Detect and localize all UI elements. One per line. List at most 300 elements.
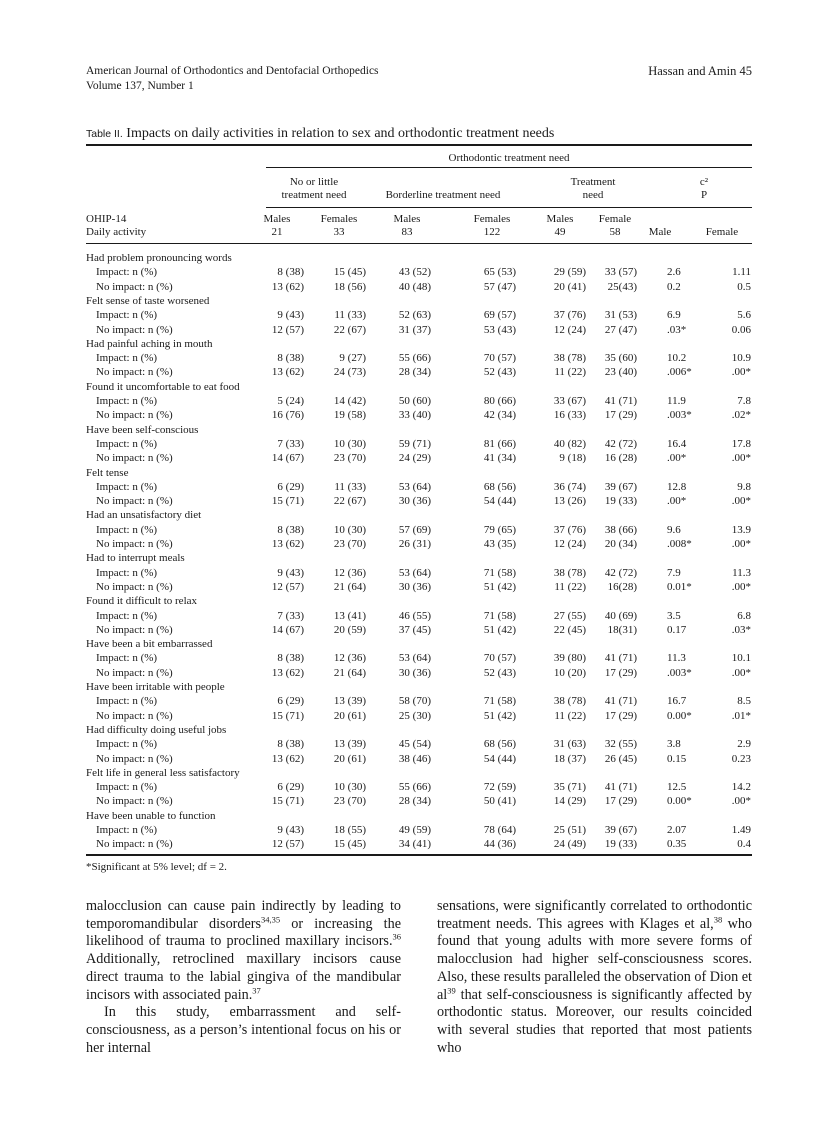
table-cell: 10 (30): [333, 437, 366, 450]
table-cell: 71 (58): [483, 609, 516, 622]
table-cell: 23 (40): [604, 366, 637, 379]
table-cell: 42 (72): [604, 437, 637, 450]
table-cell: 37 (76): [553, 309, 586, 322]
table-cell: 16 (28): [604, 452, 637, 465]
table-cell: 50 (41): [483, 795, 516, 808]
table-cell: 33 (57): [604, 266, 637, 279]
table-cell: 6 (29): [277, 695, 304, 708]
table-cell: 80 (66): [483, 395, 516, 407]
table-cell: 41 (71): [604, 781, 637, 794]
table-cell: 19 (33): [604, 495, 637, 508]
table-cell: 20 (59): [333, 623, 366, 636]
section-title: Found it difficult to relax: [86, 595, 198, 608]
table-cell: 13 (41): [333, 609, 366, 622]
table-cell: 33 (40): [398, 409, 431, 422]
section-title: Had difficulty doing useful jobs: [86, 723, 227, 736]
row-label: Impact: n (%): [96, 695, 158, 708]
citation-superscript: 39: [447, 984, 456, 995]
table-cell: 9 (18): [559, 452, 586, 465]
body-column-left: [86, 898, 401, 1057]
spanner-rule: [266, 167, 752, 168]
table-cell: 24 (49): [553, 838, 586, 851]
table-cell: 31 (63): [553, 738, 586, 751]
table-cell: 15 (45): [333, 266, 366, 279]
table-cell: 34 (41): [398, 838, 431, 851]
table-cell: 52 (43): [483, 666, 516, 679]
table-cell: .003*: [667, 666, 692, 679]
table-cell: 1.49: [731, 824, 751, 836]
table-cell: 65 (53): [483, 266, 516, 279]
table-cell: 40 (69): [604, 609, 637, 622]
table-cell: 5 (24): [277, 395, 304, 407]
section-title: Found it uncomfortable to eat food: [86, 380, 240, 393]
table-cell: 26 (31): [398, 538, 431, 550]
table-cell: 70 (57): [483, 352, 516, 365]
table-cell: 42 (72): [604, 566, 637, 579]
table-cell: 25 (30): [398, 709, 431, 722]
citation-superscript: 36: [392, 931, 401, 942]
table-cell: 13 (26): [553, 495, 586, 508]
table-cell: 53 (43): [483, 323, 516, 336]
section-title: Felt sense of taste worsened: [86, 294, 210, 307]
table-cell: 54 (44): [483, 495, 516, 508]
section-title: Had problem pronouncing words: [86, 252, 232, 264]
table-cell: 41 (71): [604, 652, 637, 665]
row-label: No impact: n (%): [96, 495, 173, 508]
table-cell: 71 (58): [483, 566, 516, 579]
row-label: Impact: n (%): [96, 652, 158, 665]
table-cell: 10 (20): [553, 666, 586, 679]
row-label: No impact: n (%): [96, 709, 173, 722]
table-cell: 11 (22): [554, 580, 586, 593]
row-label: No impact: n (%): [96, 666, 173, 679]
row-label: Impact: n (%): [96, 437, 158, 450]
body-column-right: [437, 898, 752, 1057]
row-label: No impact: n (%): [96, 280, 173, 293]
table-cell: 28 (34): [398, 366, 431, 379]
table-cell: 23 (70): [333, 538, 366, 550]
table-cell: 19 (33): [604, 838, 637, 851]
table-cell: 1.11: [732, 266, 751, 279]
column-header: Males 83: [393, 213, 421, 238]
table-cell: 10.2: [667, 352, 687, 365]
table-cell: .02*: [731, 409, 751, 422]
row-label: Impact: n (%): [96, 309, 158, 322]
table-cell: 9.6: [667, 523, 681, 536]
table-cell: 0.00*: [667, 709, 692, 722]
table-cell: 23 (70): [333, 795, 366, 808]
table-cell: 13 (39): [333, 695, 366, 708]
table-cell: 39 (67): [604, 480, 637, 493]
table-cell: 6 (29): [277, 480, 304, 493]
table-cell: 15 (71): [271, 795, 304, 808]
table-cell: 8 (38): [277, 352, 304, 365]
row-label: No impact: n (%): [96, 838, 173, 851]
table-cell: 58 (70): [398, 695, 431, 708]
table-cell: 14 (42): [333, 395, 366, 407]
table-cell: 0.15: [667, 752, 687, 765]
table-cell: 52 (43): [483, 366, 516, 379]
table-cell: 16.4: [667, 437, 687, 450]
table-cell: 41 (71): [604, 695, 637, 708]
body-paragraph: [437, 898, 752, 1057]
table-cell: 3.8: [667, 738, 681, 751]
table-cell: 33 (67): [553, 395, 586, 407]
table-cell: 20 (41): [553, 280, 586, 293]
table-cell: .008*: [667, 538, 692, 550]
table-cell: 17 (29): [604, 666, 637, 679]
table-cell: 13 (62): [271, 366, 304, 379]
table-cell: 13 (62): [271, 538, 304, 550]
table-cell: 51 (42): [483, 709, 516, 722]
table-cell: 10.1: [731, 652, 751, 665]
row-label: Impact: n (%): [96, 480, 158, 493]
table-cell: 22 (45): [553, 623, 586, 636]
table-cell: 12 (24): [553, 538, 586, 550]
table-cell: 40 (48): [398, 280, 431, 293]
table-cell: 6 (29): [277, 781, 304, 794]
table-cell: 9 (43): [277, 309, 304, 322]
table-cell: 45 (54): [398, 738, 431, 751]
table-cell: 53 (64): [398, 480, 431, 493]
table-cell: 28 (34): [398, 795, 431, 808]
table-cell: 12.5: [667, 781, 687, 794]
table-cell: .006*: [667, 366, 692, 379]
table-cell: 16 (76): [271, 409, 304, 422]
table-cell: 8.5: [737, 695, 751, 708]
table-cell: 79 (65): [483, 523, 516, 536]
section-title: Had an unsatisfactory diet: [86, 509, 202, 522]
body-text: who found that young adults with more severe forms of malocclusion had higher self-consciousness scores. Also, these results paralleled the observation of Dion et al: [437, 915, 753, 1003]
table-cell: 7.9: [667, 566, 681, 579]
table-cell: 6.9: [667, 309, 681, 322]
table-cell: 50 (60): [398, 395, 431, 407]
table-cell: 36 (74): [553, 480, 586, 493]
table-label: Table II.: [86, 128, 123, 140]
section-title: Have been self-conscious: [86, 423, 199, 436]
body-text: that self-consciousness is significantly affected by orthodontic status. Moreover, our results coincided with several studies that reported that most patients who: [437, 986, 752, 1056]
section-title: Had painful aching in mouth: [86, 337, 213, 350]
table-cell: 0.4: [737, 838, 751, 851]
table-cell: 0.35: [667, 838, 687, 851]
table-cell: 29 (59): [553, 266, 586, 279]
column-header: Males 49: [546, 213, 574, 238]
row-label: Impact: n (%): [96, 395, 158, 407]
table-cell: 9 (27): [339, 352, 366, 365]
column-group-header: Treatment need: [570, 176, 616, 201]
table-cell: 41 (71): [604, 395, 637, 407]
table-cell: 27 (55): [553, 609, 586, 622]
table-cell: 42 (34): [483, 409, 516, 422]
table-cell: 14.2: [731, 781, 751, 794]
table-cell: 59 (71): [398, 437, 431, 450]
table-cell: 2.6: [667, 266, 681, 279]
table-cell: 13 (62): [271, 666, 304, 679]
table-cell: .00*: [731, 495, 751, 508]
table-cell: 25(43): [607, 280, 637, 293]
table-cell: 9 (43): [277, 824, 304, 836]
table-cell: 71 (58): [483, 695, 516, 708]
table-cell: 55 (66): [398, 352, 431, 365]
column-header: Male: [648, 226, 672, 238]
table-cell: 17 (29): [604, 709, 637, 722]
journal-volume: Volume 137, Number 1: [86, 80, 194, 92]
column-group-header: c² P: [699, 176, 709, 201]
table-cell: 13.9: [731, 523, 751, 536]
table-cell: 41 (34): [483, 452, 516, 465]
table-cell: 2.07: [667, 824, 687, 836]
table-cell: 38 (78): [553, 566, 586, 579]
table-cell: 7.8: [737, 395, 751, 407]
table-cell: 13 (62): [271, 752, 304, 765]
header-bottom-rule: [86, 243, 752, 244]
table-cell: 12 (36): [333, 566, 366, 579]
table-cell: 22 (67): [333, 495, 366, 508]
table-cell: 7 (33): [277, 609, 304, 622]
table-cell: 43 (35): [483, 538, 516, 550]
table-cell: 72 (59): [483, 781, 516, 794]
table-cell: 24 (29): [398, 452, 431, 465]
column-header: Female: [705, 226, 739, 238]
table-cell: 20 (61): [333, 752, 366, 765]
row-label: Impact: n (%): [96, 566, 158, 579]
table-cell: 68 (56): [483, 480, 516, 493]
table-cell: 53 (64): [398, 652, 431, 665]
table-top-rule: [86, 144, 752, 146]
table-cell: .00*: [731, 366, 751, 379]
table-cell: 14 (67): [271, 452, 304, 465]
table-cell: 17 (29): [604, 795, 637, 808]
table-cell: 11 (22): [554, 709, 586, 722]
spanner-header: Orthodontic treatment need: [448, 152, 570, 164]
row-label: No impact: n (%): [96, 323, 173, 336]
row-label: No impact: n (%): [96, 623, 173, 636]
row-label: Impact: n (%): [96, 266, 158, 279]
table-cell: 70 (57): [483, 652, 516, 665]
table-cell: 35 (71): [553, 781, 586, 794]
table-cell: 51 (42): [483, 580, 516, 593]
table-cell: 11 (33): [334, 480, 366, 493]
table-cell: 7 (33): [277, 437, 304, 450]
table-cell: 26 (45): [604, 752, 637, 765]
table-cell: 21 (64): [333, 666, 366, 679]
row-label: No impact: n (%): [96, 752, 173, 765]
table-cell: 49 (59): [398, 824, 431, 836]
table-cell: 8 (38): [277, 652, 304, 665]
table-cell: 38 (46): [398, 752, 431, 765]
table-cell: 10.9: [731, 352, 751, 365]
column-header: Females 33: [320, 213, 358, 238]
table-cell: 15 (71): [271, 709, 304, 722]
table-cell: 12 (57): [271, 838, 304, 851]
table-cell: 32 (55): [604, 738, 637, 751]
body-text: malocclusion can cause pain indirectly by leading to temporomandibular disorders: [86, 898, 401, 932]
row-label: No impact: n (%): [96, 538, 173, 550]
body-paragraph: In this study, embarrassment and self-consciousness, as a person’s intentional focus on his or her internal: [86, 1004, 401, 1056]
table-cell: 20 (34): [604, 538, 637, 550]
table-cell: 53 (64): [398, 566, 431, 579]
stub-header: OHIP-14 Daily activity: [86, 213, 147, 238]
body-paragraph: [86, 898, 401, 1004]
column-header: Males 21: [263, 213, 291, 238]
table-cell: 24 (73): [333, 366, 366, 379]
section-title: Felt life in general less satisfactory: [86, 766, 240, 779]
table-cell: .00*: [667, 452, 687, 465]
table-bottom-rule: [86, 854, 752, 856]
table-cell: 10 (30): [333, 781, 366, 794]
row-label: Impact: n (%): [96, 824, 158, 836]
table-cell: 21 (64): [333, 580, 366, 593]
table-cell: 3.5: [667, 609, 681, 622]
table-cell: 9.8: [737, 480, 751, 493]
table-cell: 38 (66): [604, 523, 637, 536]
table-cell: 14 (67): [271, 623, 304, 636]
table-cell: 12 (36): [333, 652, 366, 665]
table-cell: 20 (61): [333, 709, 366, 722]
row-label: No impact: n (%): [96, 366, 173, 379]
row-label: Impact: n (%): [96, 609, 158, 622]
table-cell: 30 (36): [398, 580, 431, 593]
table-cell: .003*: [667, 409, 692, 422]
table-cell: 18 (37): [553, 752, 586, 765]
body-text: or increasing the likelihood of trauma to proclined maxillary incisors.: [86, 915, 402, 950]
table-cell: 38 (78): [553, 352, 586, 365]
table-cell: 52 (63): [398, 309, 431, 322]
table-cell: 30 (36): [398, 666, 431, 679]
table-cell: 39 (67): [604, 824, 637, 836]
table-cell: .00*: [731, 538, 751, 550]
table-cell: 0.5: [737, 280, 751, 293]
table-cell: 15 (71): [271, 495, 304, 508]
row-label: No impact: n (%): [96, 580, 173, 593]
table-cell: 38 (78): [553, 695, 586, 708]
table-cell: .00*: [731, 452, 751, 465]
table-cell: 19 (58): [333, 409, 366, 422]
table-footnote: *Significant at 5% level; df = 2.: [86, 861, 227, 873]
row-label: Impact: n (%): [96, 523, 158, 536]
table-cell: 0.00*: [667, 795, 692, 808]
table-cell: 0.01*: [667, 580, 692, 593]
table-cell: 31 (37): [398, 323, 431, 336]
table-cell: 5.6: [737, 309, 751, 322]
table-cell: 23 (70): [333, 452, 366, 465]
table-cell: 37 (76): [553, 523, 586, 536]
table-cell: 16.7: [667, 695, 687, 708]
table-cell: 2.9: [737, 738, 751, 751]
table-cell: 12 (57): [271, 323, 304, 336]
table-cell: 0.06: [731, 323, 751, 336]
table-cell: 18 (56): [333, 280, 366, 293]
table-cell: .01*: [731, 709, 751, 722]
table-cell: 22 (67): [333, 323, 366, 336]
table-cell: 44 (36): [483, 838, 516, 851]
table-cell: 37 (45): [398, 623, 431, 636]
table-cell: 43 (52): [398, 266, 431, 279]
table-cell: 17 (29): [604, 409, 637, 422]
table-cell: 81 (66): [483, 437, 516, 450]
table-cell: 57 (47): [483, 280, 516, 293]
table-cell: 16 (33): [553, 409, 586, 422]
table-caption: [86, 126, 554, 142]
section-title: Felt tense: [86, 466, 129, 479]
table-cell: 12 (57): [271, 580, 304, 593]
table-cell: .00*: [731, 580, 751, 593]
table-cell: 12.8: [667, 480, 687, 493]
table-cell: 25 (51): [553, 824, 586, 836]
row-label: No impact: n (%): [96, 452, 173, 465]
table-cell: 11 (22): [554, 366, 586, 379]
table-cell: 0.17: [667, 623, 687, 636]
table-cell: 54 (44): [483, 752, 516, 765]
citation-superscript: 38: [713, 913, 723, 924]
column-group-header: Borderline treatment need: [385, 189, 501, 201]
table-cell: 51 (42): [483, 623, 516, 636]
table-cell: 69 (57): [483, 309, 516, 322]
table-cell: 35 (60): [604, 352, 637, 365]
table-cell: .03*: [667, 323, 687, 336]
table-cell: .00*: [731, 795, 751, 808]
table-cell: 8 (38): [277, 738, 304, 751]
table-cell: 18(31): [607, 623, 637, 636]
column-group-header: No or little treatment need: [281, 176, 347, 201]
row-label: Impact: n (%): [96, 781, 158, 794]
section-title: Had to interrupt meals: [86, 552, 185, 565]
section-title: Have been irritable with people: [86, 681, 225, 693]
table-cell: 11 (33): [334, 309, 366, 322]
table-title: Impacts on daily activities in relation to sex and orthodontic treatment needs: [126, 126, 555, 141]
journal-name: American Journal of Orthodontics and Dentofacial Orthopedics: [86, 65, 379, 77]
table-cell: 55 (66): [398, 781, 431, 794]
table-cell: 10 (30): [333, 523, 366, 536]
table-cell: 11.3: [732, 566, 751, 579]
table-cell: 18 (55): [333, 824, 366, 836]
table-cell: 68 (56): [483, 738, 516, 751]
table-cell: 46 (55): [398, 609, 431, 622]
column-header: Female 58: [598, 213, 632, 238]
table-cell: 12 (24): [553, 323, 586, 336]
table-cell: 13 (39): [333, 738, 366, 751]
table-cell: 27 (47): [604, 323, 637, 336]
running-header: [86, 64, 379, 94]
citation-superscript: 37: [252, 984, 261, 995]
section-title: Have been a bit embarrassed: [86, 638, 213, 651]
table-cell: .03*: [731, 623, 751, 636]
table-cell: 9 (43): [277, 566, 304, 579]
table-cell: 17.8: [731, 437, 751, 450]
table-cell: 0.23: [731, 752, 751, 765]
table-cell: 15 (45): [333, 838, 366, 851]
table-cell: 30 (36): [398, 495, 431, 508]
group-rule: [266, 207, 752, 208]
table-cell: 11.9: [667, 395, 686, 407]
table-cell: 8 (38): [277, 523, 304, 536]
table-cell: 11.3: [667, 652, 686, 665]
table-cell: 6.8: [737, 609, 751, 622]
column-header: Females 122: [473, 213, 511, 238]
row-label: No impact: n (%): [96, 409, 173, 422]
row-label: Impact: n (%): [96, 738, 158, 751]
table-cell: 0.2: [667, 280, 681, 293]
row-label: Impact: n (%): [96, 352, 158, 365]
row-label: No impact: n (%): [96, 795, 173, 808]
body-text: Additionally, retroclined maxillary incisors cause direct trauma to the labial gingiva of the mandibular incisors with associated pain.: [86, 951, 401, 1003]
table-cell: 57 (69): [398, 523, 431, 536]
table-cell: 14 (29): [553, 795, 586, 808]
authors-page-number: Hassan and Amin 45: [648, 64, 752, 78]
section-title: Have been unable to function: [86, 809, 216, 822]
table-cell: 40 (82): [553, 437, 586, 450]
table-cell: .00*: [731, 666, 751, 679]
